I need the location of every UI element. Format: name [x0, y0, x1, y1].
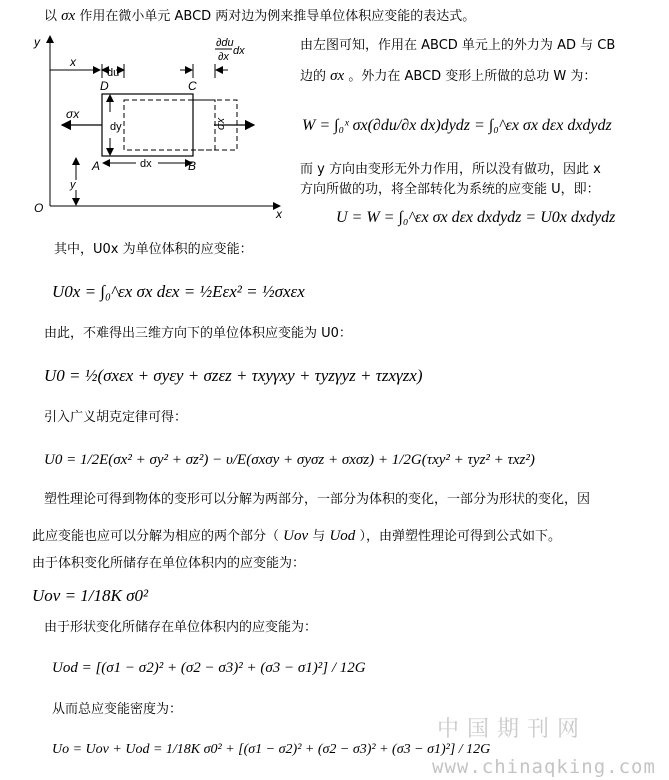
origin-label: O	[34, 201, 44, 215]
para-5-uod: Uod	[329, 528, 356, 544]
para-4: 塑性理论可得到物体的变形可以分解为两部分，一部分为体积的变化，一部分为形状的变化，因	[44, 492, 591, 507]
eq-energy-u: U = W = ∫₀^εx σx dεx dxdydz = U0x dxdydz	[336, 209, 616, 226]
para-3: 引入广义胡克定律可得：	[44, 410, 188, 425]
element-diagram	[28, 30, 290, 220]
intro-line	[44, 8, 475, 25]
corner-b: B	[188, 159, 197, 173]
y-dim-label: y	[70, 179, 76, 191]
intro-sigma: σx	[61, 8, 76, 24]
para-5	[32, 528, 561, 545]
para-7: 由于形状变化所储存在单位体积内的应变能为：	[44, 620, 318, 635]
sigma-right-label: σx	[215, 117, 227, 130]
eq-total: Uo = Uov + Uod = 1/18K σ0² + [(σ1 − σ2)² + (σ2 − σ3)² + (σ3 − σ1)²] / 12G	[52, 742, 491, 757]
dudx-num: ∂du	[216, 37, 234, 49]
corner-a: A	[92, 159, 101, 173]
x-dimension-label: x	[70, 55, 76, 69]
para-5-yu: 与	[312, 529, 326, 544]
intro-prefix: 以	[44, 9, 58, 24]
intro-rest: 作用在微小单元 ABCD 两对边为例来推导单位体积应变能的表达式。	[79, 9, 476, 24]
para-5-b: ），由弹塑性理论可得到公式如下。	[359, 529, 561, 544]
axis-y-label: y	[34, 35, 40, 49]
eq-hooke: U0 = 1/2E(σx² + σy² + σz²) − υ/E(σxσy + σyσz + σxσz) + 1/2G(τxy² + τyz² + τxz²)	[44, 452, 535, 468]
eq-uov: Uov = 1/18K σ0²	[32, 586, 149, 605]
right-line2-b: 。外力在 ABCD 变形上所做的总功 W 为：	[348, 69, 597, 84]
eq-work: W = ∫₀ˣ σx(∂du/∂x dx)dydz = ∫₀^εx σx dεx dxdydz	[302, 117, 612, 134]
para-5-uov: Uov	[283, 528, 309, 544]
para-1: 其中，U0x 为单位体积的应变能：	[54, 242, 253, 257]
dy-label: dy	[110, 121, 122, 133]
corner-c: C	[188, 79, 197, 93]
right-line2-a: 边的	[300, 69, 327, 84]
para-2: 由此，不难得出三维方向下的单位体积应变能为 U0：	[44, 326, 352, 341]
right-line2	[300, 68, 596, 85]
right-line2-sigma: σx	[330, 68, 345, 84]
para-5-a: 此应变能也应可以分解为相应的两个部分（	[32, 529, 280, 544]
dudx-den: ∂x	[218, 51, 229, 63]
sigma-left-label: σx	[66, 107, 80, 121]
axis-x-label: x	[276, 207, 282, 220]
eq-u0x: U0x = ∫₀^εx σx dεx = ½Eεx² = ½σxεx	[52, 282, 305, 301]
right-line1: 由左图可知，作用在 ABCD 单元上的外力为 AD 与 CB	[300, 38, 616, 53]
corner-d: D	[100, 79, 109, 93]
para-6: 由于体积变化所储存在单位体积内的应变能为：	[32, 556, 306, 571]
para-8: 从而总应变能密度为：	[52, 702, 183, 717]
right-line4: 方向所做的功，将全部转化为系统的应变能 U，即：	[300, 182, 600, 197]
watermark-url: www.chinaqking.com	[432, 756, 656, 778]
eq-u0-3d: U0 = ½(σxεx + σyεy + σzεz + τxyγxy + τyzγyz + τzxγzx)	[44, 366, 423, 385]
dudx-tail: dx	[233, 45, 245, 57]
watermark-cn: 中国期刊网	[437, 717, 588, 742]
dx-label: dx	[140, 158, 152, 170]
deformed-element	[124, 100, 215, 150]
du-label: du	[107, 67, 120, 79]
right-line3: 而 y 方向由变形无外力作用，所以没有做功，因此 x	[300, 162, 601, 177]
eq-uod: Uod = [(σ1 − σ2)² + (σ2 − σ3)² + (σ3 − σ1)²] / 12G	[52, 660, 366, 676]
